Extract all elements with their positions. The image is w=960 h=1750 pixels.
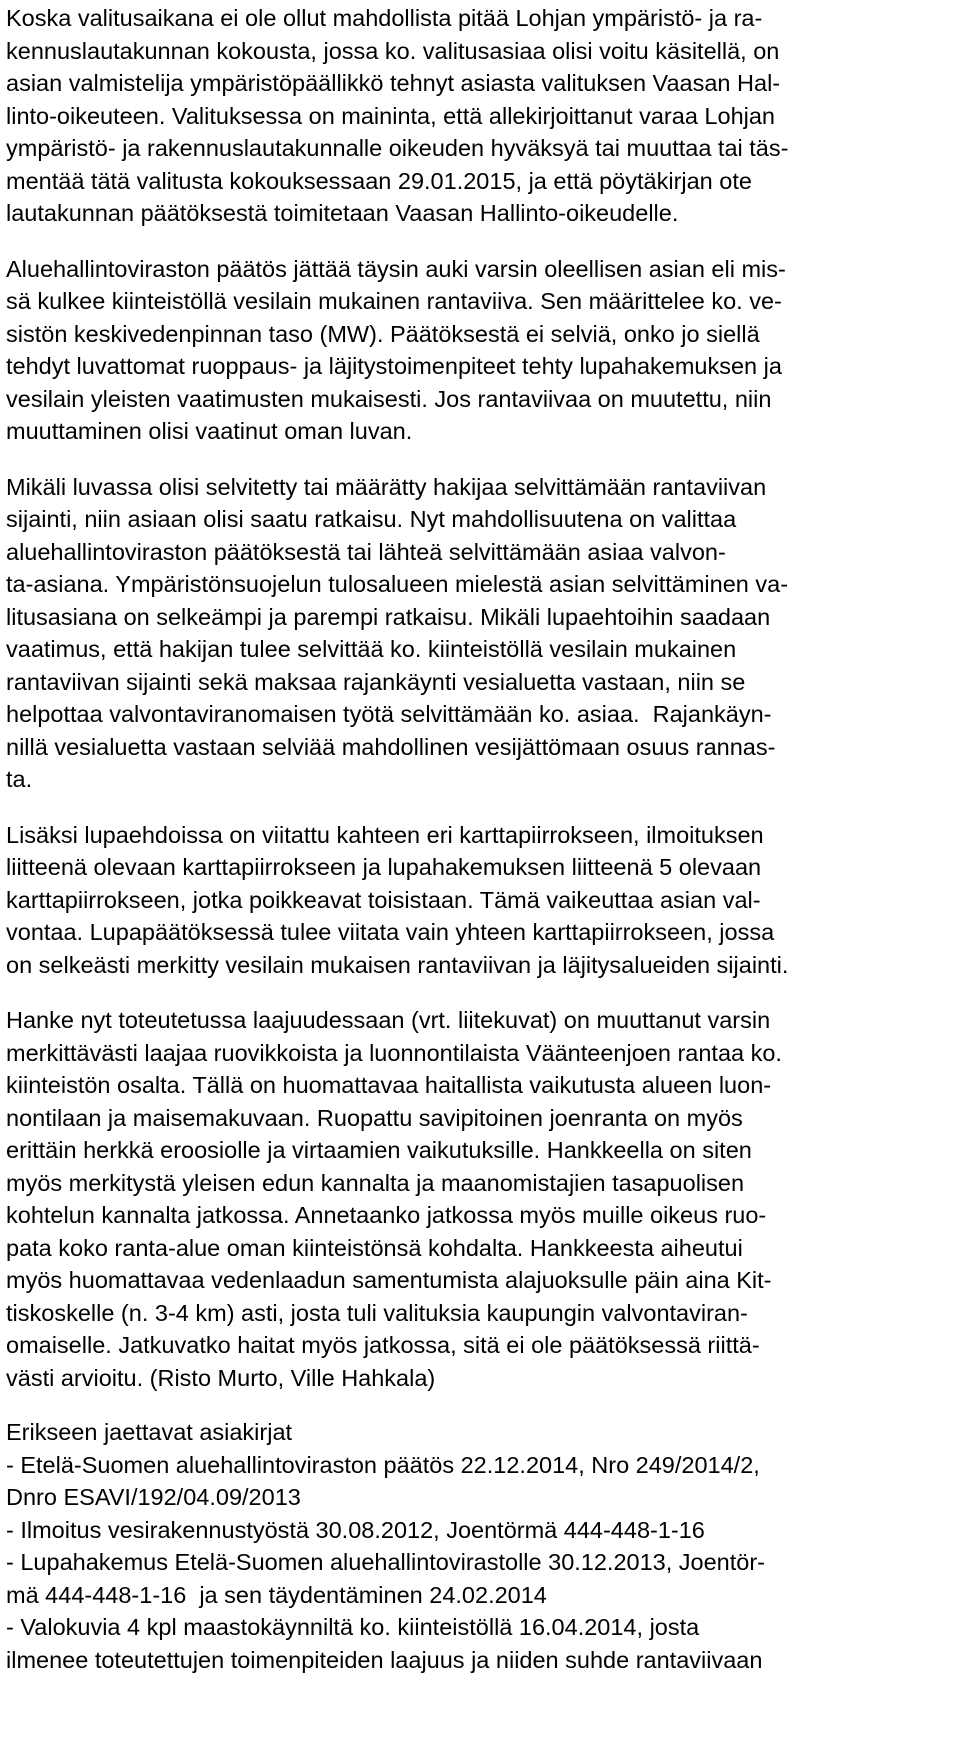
attachment-item: - Lupahakemus Etelä-Suomen aluehallintovirastolle 30.12.2013, Joentör-	[6, 1549, 765, 1575]
text-line: myös merkitystä yleisen edun kannalta ja maanomistajien tasapuolisen	[6, 1169, 745, 1196]
paragraph-2	[6, 253, 956, 448]
text-line: asian valmistelija ympäristöpäällikkö tehnyt asiasta valituksen Vaasan Hal-	[6, 70, 781, 96]
text-line: muuttaminen olisi vaatinut oman luvan.	[6, 418, 413, 444]
paragraph-1	[6, 2, 956, 230]
paragraph-gap	[6, 796, 956, 819]
paragraph-4	[6, 819, 956, 982]
text-line: vontaa. Lupapäätöksessä tulee viitata vain yhteen karttapiirrokseen, jossa	[6, 919, 775, 945]
attachment-item: Dnro ESAVI/192/04.09/2013	[6, 1484, 301, 1510]
text-line: Mikäli luvassa olisi selvitetty tai määrätty hakijaa selvittämään rantaviivan	[6, 473, 767, 500]
text-line: merkittävästi laajaa ruovikkoista ja luonnontilaista Väänteenjoen rantaa ko.	[6, 1039, 782, 1066]
attachment-item: - Etelä-Suomen aluehallintoviraston päätös 22.12.2014, Nro 249/2014/2,	[6, 1451, 760, 1478]
text-line: Hanke nyt toteutetussa laajuudessaan (vrt. liitekuvat) on muuttanut varsin	[6, 1007, 771, 1033]
text-line: tehdyt luvattomat ruoppaus- ja läjitystoimenpiteet tehty lupahakemuksen ja	[6, 353, 782, 379]
text-line: karttapiirrokseen, jotka poikkeavat toisistaan. Tämä vaikeuttaa asian val-	[6, 886, 761, 913]
text-line: omaiselle. Jatkuvatko haitat myös jatkossa, sitä ei ole päätöksessä riittä-	[6, 1332, 760, 1358]
text-line: ta-asiana. Ympäristönsuojelun tulosalueen mielestä asian selvittäminen va-	[6, 571, 789, 597]
text-line: sijainti, niin asiaan olisi saatu ratkaisu. Nyt mahdollisuutena on valittaa	[6, 506, 737, 532]
text-line: myös huomattavaa vedenlaadun samentumista alajuoksulle päin aina Kit-	[6, 1267, 772, 1293]
text-line: aluehallintoviraston päätöksestä tai lähteä selvittämään asiaa valvon-	[6, 538, 726, 565]
text-line: västi arvioitu. (Risto Murto, Ville Hahkala)	[6, 1364, 436, 1391]
text-line: Koska valitusaikana ei ole ollut mahdollista pitää Lohjan ympäristö- ja ra-	[6, 5, 763, 31]
paragraph-gap	[6, 230, 956, 253]
text-line: Lisäksi lupaehdoissa on viitattu kahteen eri karttapiirrokseen, ilmoituksen	[6, 821, 764, 848]
text-line: linto-oikeuteen. Valituksessa on maininta, että allekirjoittanut varaa Lohjan	[6, 102, 775, 129]
attachment-item: - Ilmoitus vesirakennustyöstä 30.08.2012, Joentörmä 444-448-1-16	[6, 1516, 705, 1543]
document-page	[6, 2, 956, 1676]
text-line: nontilaan ja maisemakuvaan. Ruopattu savipitoinen joenranta on myös	[6, 1104, 743, 1131]
text-line: mentää tätä valitusta kokouksessaan 29.01.2015, ja että pöytäkirjan ote	[6, 167, 752, 194]
attachments-heading: Erikseen jaettavat asiakirjat	[6, 1419, 293, 1445]
attachment-item: mä 444-448-1-16 ja sen täydentäminen 24.02.2014	[6, 1581, 547, 1608]
text-line: kohtelun kannalta jatkossa. Annetaanko jatkossa myös muille oikeus ruo-	[6, 1202, 767, 1228]
text-line: nillä vesialuetta vastaan selviää mahdollinen vesijättömaan osuus rannas-	[6, 733, 776, 760]
text-line: kiinteistön osalta. Tällä on huomattavaa haitallista vaikutusta alueen luon-	[6, 1072, 772, 1098]
text-line: litusasiana on selkeämpi ja parempi ratkaisu. Mikäli lupaehtoihin saadaan	[6, 603, 771, 630]
attachment-item: - Valokuvia 4 kpl maastokäynniltä ko. kiinteistöllä 16.04.2014, josta	[6, 1614, 700, 1640]
attachment-item: ilmenee toteutettujen toimenpiteiden laajuus ja niiden suhde rantaviivaan	[6, 1646, 763, 1673]
text-line: on selkeästi merkitty vesilain mukaisen rantaviivan ja läjitysalueiden sijainti.	[6, 951, 789, 978]
text-line: tiskoskelle (n. 3-4 km) asti, josta tuli valituksia kaupungin valvontaviran-	[6, 1299, 748, 1326]
text-line: lautakunnan päätöksestä toimitetaan Vaasan Hallinto-oikeudelle.	[6, 200, 679, 226]
text-line: erittäin herkkä eroosiolle ja virtaamien vaikutuksille. Hankkeella on siten	[6, 1137, 752, 1163]
text-line: vesilain yleisten vaatimusten mukaisesti. Jos rantaviivaa on muutettu, niin	[6, 385, 772, 412]
attachments-section	[6, 1416, 956, 1676]
text-line: rantaviivan sijainti sekä maksaa rajankäynti vesialuetta vastaan, niin se	[6, 668, 746, 695]
paragraph-gap	[6, 448, 956, 471]
text-line: ta.	[6, 766, 33, 792]
paragraph-3	[6, 471, 956, 796]
text-line: vaatimus, että hakijan tulee selvittää ko. kiinteistöllä vesilain mukainen	[6, 636, 737, 662]
paragraph-5	[6, 1004, 956, 1394]
paragraph-gap	[6, 981, 956, 1004]
text-line: helpottaa valvontaviranomaisen työtä selvittämään ko. asiaa. Rajankäyn-	[6, 701, 772, 727]
text-line: sä kulkee kiinteistöllä vesilain mukainen rantaviiva. Sen määrittelee ko. ve-	[6, 288, 782, 314]
text-line: ympäristö- ja rakennuslautakunnalle oikeuden hyväksyä tai muuttaa tai täs-	[6, 135, 789, 161]
text-line: Aluehallintoviraston päätös jättää täysin auki varsin oleellisen asian eli mis-	[6, 255, 786, 282]
text-line: liitteenä olevaan karttapiirrokseen ja lupahakemuksen liitteenä 5 olevaan	[6, 854, 762, 880]
text-line: pata koko ranta-alue oman kiinteistönsä kohdalta. Hankkeesta aiheutui	[6, 1234, 743, 1261]
paragraph-gap	[6, 1394, 956, 1416]
text-line: kennuslautakunnan kokousta, jossa ko. valitusasiaa olisi voitu käsitellä, on	[6, 37, 780, 64]
text-line: sistön keskivedenpinnan taso (MW). Päätöksestä ei selviä, onko jo siellä	[6, 320, 760, 347]
